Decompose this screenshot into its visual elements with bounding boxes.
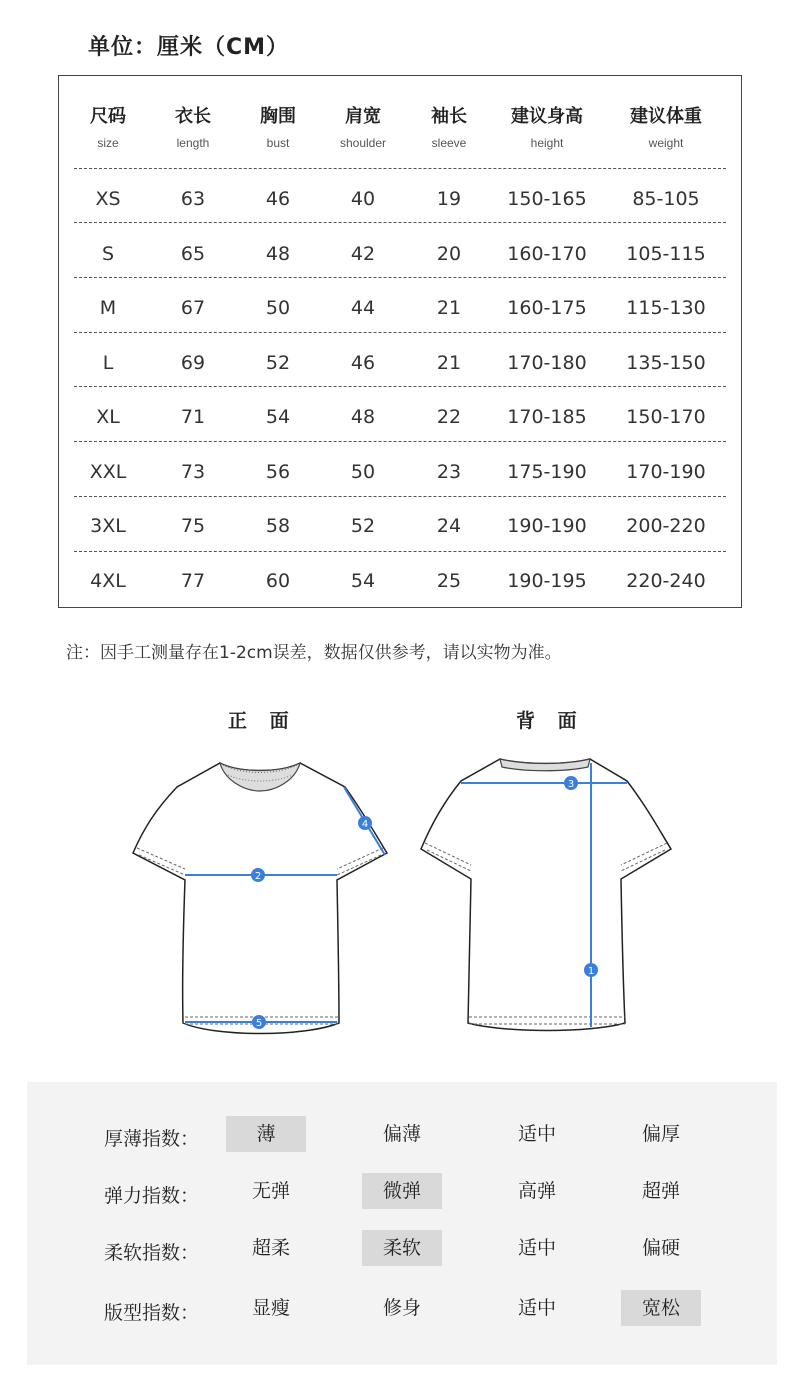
cell-size: M (99, 297, 117, 319)
header-sleeve-cn: 袖长 (431, 106, 467, 127)
cell-sleeve: 25 (436, 570, 462, 592)
elasticity-index-label: 弹力指数： (104, 1185, 200, 1207)
elasticity-option-slight: 微弹 (362, 1173, 442, 1209)
softness-index-label: 柔软指数： (104, 1242, 200, 1264)
fit-option-loose: 宽松 (621, 1290, 701, 1326)
thickness-option-slightly-thick: 偏厚 (641, 1123, 680, 1145)
cell-height: 190-195 (507, 570, 587, 592)
size-table (58, 75, 742, 608)
header-length-en: length (176, 136, 210, 150)
cell-bust: 58 (265, 515, 291, 537)
cell-weight: 135-150 (626, 352, 706, 374)
thickness-option-slightly-thin: 偏薄 (382, 1123, 421, 1145)
table-row (59, 499, 741, 553)
cell-shoulder: 44 (350, 297, 376, 319)
header-length-cn: 衣长 (175, 106, 211, 127)
header-shoulder-cn: 肩宽 (345, 106, 381, 127)
table-row (59, 445, 741, 499)
thickness-option-moderate: 适中 (517, 1123, 556, 1145)
row-divider (74, 441, 726, 442)
cell-height: 150-165 (507, 188, 587, 210)
cell-bust: 50 (265, 297, 291, 319)
row-divider (74, 496, 726, 497)
cell-shoulder: 48 (350, 406, 376, 428)
bust-marker-label: 2 (254, 871, 262, 882)
length-marker-label: 1 (587, 966, 595, 977)
cell-shoulder: 40 (350, 188, 376, 210)
softness-option-super-soft: 超柔 (251, 1237, 290, 1259)
cell-sleeve: 21 (436, 297, 462, 319)
cell-bust: 46 (265, 188, 291, 210)
cell-length: 65 (180, 243, 206, 265)
header-bust-en: bust (266, 136, 290, 150)
cell-weight: 115-130 (626, 297, 706, 319)
cell-height: 160-175 (507, 297, 587, 319)
cell-bust: 48 (265, 243, 291, 265)
header-bust-cn: 胸围 (260, 106, 296, 127)
header-height-cn: 建议身高 (511, 106, 583, 127)
fit-index-label: 版型指数： (104, 1302, 200, 1324)
cell-shoulder: 52 (350, 515, 376, 537)
cell-size: S (101, 243, 115, 265)
cell-sleeve: 24 (436, 515, 462, 537)
cell-shoulder: 54 (350, 570, 376, 592)
table-row (59, 281, 741, 335)
header-sleeve-en: sleeve (431, 136, 467, 150)
cell-size: L (102, 352, 114, 374)
header-size-en: size (97, 136, 119, 150)
cell-shoulder: 46 (350, 352, 376, 374)
cell-length: 71 (180, 406, 206, 428)
cell-height: 170-180 (507, 352, 587, 374)
cell-size: 3XL (90, 515, 126, 537)
table-row (59, 172, 741, 226)
header-height (492, 102, 602, 150)
cell-bust: 52 (265, 352, 291, 374)
softness-option-moderate: 适中 (517, 1237, 556, 1259)
softness-option-hard: 偏硬 (641, 1237, 680, 1259)
elasticity-option-high: 高弹 (517, 1180, 556, 1202)
cell-length: 63 (180, 188, 206, 210)
header-size-cn: 尺码 (90, 106, 126, 127)
cell-length: 75 (180, 515, 206, 537)
header-height-en: height (530, 136, 564, 150)
back-view-title: 背 面 (516, 710, 585, 732)
cell-size: XXL (89, 461, 127, 483)
cell-length: 73 (180, 461, 206, 483)
header-shoulder-en: shoulder (339, 136, 387, 150)
cell-weight: 150-170 (626, 406, 706, 428)
cell-sleeve: 22 (436, 406, 462, 428)
cell-size: XS (95, 188, 121, 210)
table-row (59, 554, 741, 608)
cell-shoulder: 50 (350, 461, 376, 483)
sleeve-marker-label: 4 (361, 819, 369, 830)
hem-marker-label: 5 (255, 1018, 263, 1029)
table-row (59, 336, 741, 390)
cell-size: XL (96, 406, 120, 428)
cell-weight: 85-105 (632, 188, 700, 210)
elasticity-option-super: 超弹 (641, 1180, 680, 1202)
header-weight-cn: 建议体重 (630, 106, 702, 127)
cell-height: 170-185 (507, 406, 587, 428)
row-divider (74, 386, 726, 387)
table-row (59, 390, 741, 444)
cell-size: 4XL (90, 570, 126, 592)
row-divider (74, 168, 726, 169)
cell-length: 69 (180, 352, 206, 374)
header-weight (611, 102, 721, 150)
fit-option-fitted: 修身 (382, 1297, 421, 1319)
unit-title: 单位：厘米（CM） (88, 35, 290, 60)
row-divider (74, 222, 726, 223)
cell-weight: 200-220 (626, 515, 706, 537)
cell-height: 175-190 (507, 461, 587, 483)
cell-weight: 220-240 (626, 570, 706, 592)
shoulder-marker-label: 3 (567, 779, 575, 790)
header-sleeve (394, 102, 504, 150)
front-tshirt-diagram (125, 745, 395, 1045)
thickness-index-label: 厚薄指数： (104, 1128, 200, 1150)
cell-height: 190-190 (507, 515, 587, 537)
table-header (59, 76, 741, 168)
back-tshirt-diagram (415, 745, 685, 1045)
back-shirt-outline (421, 759, 671, 1031)
fit-option-slimming: 显瘦 (251, 1297, 290, 1319)
row-divider (74, 332, 726, 333)
cell-sleeve: 21 (436, 352, 462, 374)
cell-bust: 56 (265, 461, 291, 483)
elasticity-option-none: 无弹 (251, 1180, 290, 1202)
cell-bust: 60 (265, 570, 291, 592)
front-view-title: 正 面 (228, 710, 297, 732)
thickness-option-thin: 薄 (226, 1116, 306, 1152)
cell-height: 160-170 (507, 243, 587, 265)
cell-sleeve: 23 (436, 461, 462, 483)
cell-sleeve: 20 (436, 243, 462, 265)
table-row (59, 227, 741, 281)
cell-weight: 105-115 (626, 243, 706, 265)
front-shirt-outline (133, 763, 387, 1034)
cell-length: 77 (180, 570, 206, 592)
back-collar (500, 759, 590, 771)
cell-shoulder: 42 (350, 243, 376, 265)
cell-length: 67 (180, 297, 206, 319)
header-weight-en: weight (648, 136, 684, 150)
fabric-index-panel (27, 1082, 777, 1365)
row-divider (74, 277, 726, 278)
cell-bust: 54 (265, 406, 291, 428)
row-divider (74, 551, 726, 552)
cell-sleeve: 19 (436, 188, 462, 210)
cell-weight: 170-190 (626, 461, 706, 483)
softness-option-soft: 柔软 (362, 1230, 442, 1266)
fit-option-moderate: 适中 (517, 1297, 556, 1319)
measurement-note: 注：因手工测量存在1-2cm误差，数据仅供参考，请以实物为准。 (66, 643, 562, 663)
